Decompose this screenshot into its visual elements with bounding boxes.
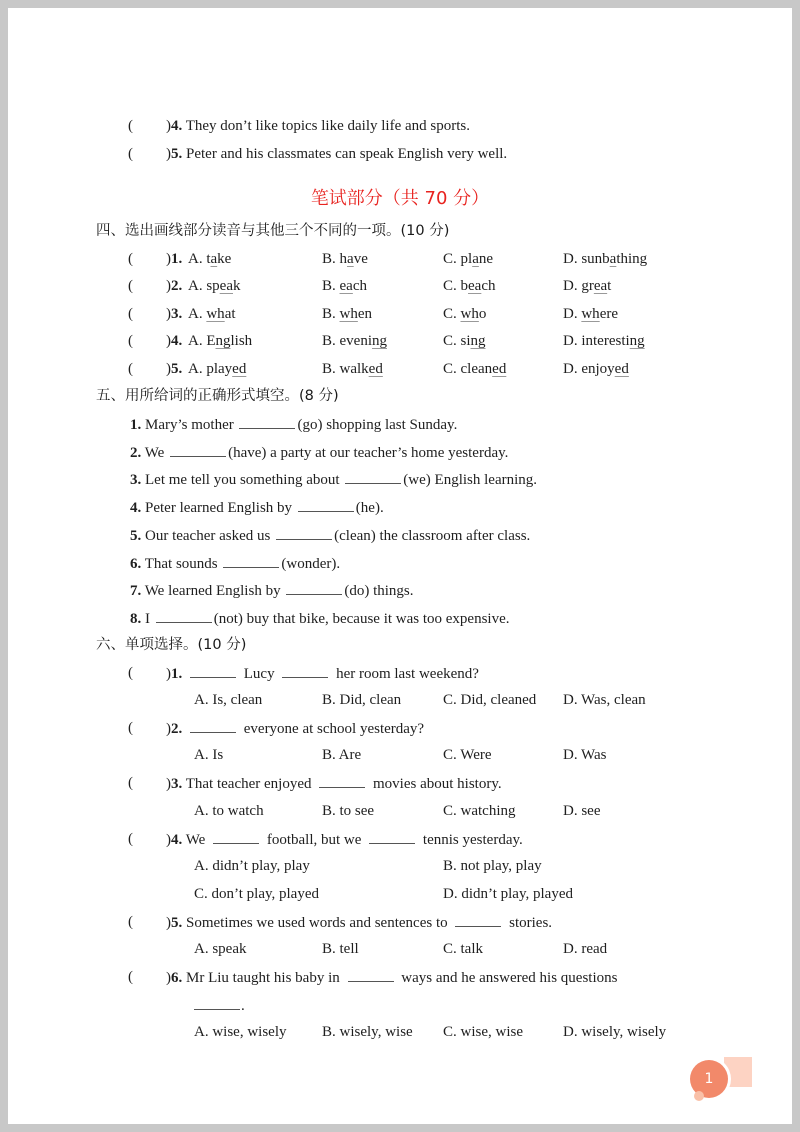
option-c: C. watching bbox=[443, 803, 516, 819]
answer-paren-close: ) bbox=[166, 306, 171, 322]
option-text: t bbox=[607, 278, 612, 294]
underlined-letters: ng bbox=[372, 333, 387, 349]
answer-blank bbox=[455, 912, 501, 927]
answer-blank[interactable] bbox=[276, 525, 332, 540]
question-text: I bbox=[141, 611, 154, 627]
option-a: A. to watch bbox=[194, 803, 264, 819]
fill-item-5 bbox=[130, 525, 530, 545]
answer-paren-open: ( bbox=[128, 306, 133, 322]
option-text: thing bbox=[616, 251, 648, 267]
answer-paren-open: ( bbox=[128, 775, 133, 791]
option-c bbox=[443, 249, 493, 269]
option-text: o bbox=[478, 306, 487, 322]
underlined-letters: a bbox=[472, 251, 479, 267]
question-text: Mr Liu taught his baby in bbox=[182, 970, 344, 986]
option-a: A. didn’t play, play bbox=[194, 858, 310, 874]
option-text: k bbox=[233, 278, 241, 294]
option-c: C. wise, wise bbox=[443, 1024, 523, 1040]
option-text: A. bbox=[188, 306, 207, 322]
option-d: D. Was, clean bbox=[563, 692, 646, 708]
answer-paren-open: ( bbox=[128, 361, 133, 377]
question-number: 1. bbox=[171, 666, 183, 682]
question-text: (wonder). bbox=[281, 556, 341, 572]
option-b bbox=[322, 331, 387, 351]
option-c bbox=[443, 276, 496, 296]
option-c: C. talk bbox=[443, 941, 483, 957]
option-d: D. wisely, wisely bbox=[563, 1024, 667, 1040]
part6-heading: 六、单项选择。(10 分) bbox=[96, 637, 247, 653]
option-text: ere bbox=[599, 306, 618, 322]
answer-paren-open: ( bbox=[128, 969, 133, 985]
question-text: Sometimes we used words and sentences to bbox=[182, 915, 452, 931]
option-a: A. speak bbox=[194, 941, 247, 957]
option-text: C. si bbox=[443, 333, 471, 349]
question-text: football, but we bbox=[263, 832, 366, 848]
underlined-letters: ed bbox=[232, 361, 247, 377]
option-text: B. walk bbox=[322, 361, 369, 377]
option-text: ch bbox=[481, 278, 496, 294]
answer-paren-open: ( bbox=[128, 720, 133, 736]
question-text: We bbox=[182, 832, 210, 848]
option-a: A. Is bbox=[194, 747, 224, 763]
answer-blank[interactable] bbox=[223, 553, 279, 568]
question-number: 5. bbox=[171, 361, 183, 377]
question-text: That sounds bbox=[141, 556, 222, 572]
option-text: ke bbox=[217, 251, 232, 267]
question-text: We bbox=[141, 445, 169, 461]
fill-item-4 bbox=[130, 497, 384, 517]
option-a bbox=[188, 331, 252, 351]
answer-paren-open: ( bbox=[128, 146, 133, 162]
option-text: A. E bbox=[188, 333, 216, 349]
answer-blank bbox=[213, 829, 259, 844]
answer-blank[interactable] bbox=[239, 414, 295, 429]
answer-paren-open: ( bbox=[128, 118, 133, 134]
question-number: 1. bbox=[171, 251, 183, 267]
answer-paren-close: ) bbox=[166, 970, 171, 986]
question-number: 7. bbox=[130, 583, 142, 599]
option-d bbox=[563, 359, 629, 379]
underlined-letters: a bbox=[609, 251, 617, 267]
option-a bbox=[188, 359, 246, 379]
answer-paren-open: ( bbox=[128, 251, 133, 267]
underlined-letters: ed bbox=[368, 361, 383, 377]
option-b: B. to see bbox=[322, 803, 375, 819]
question-text: (he). bbox=[355, 500, 384, 516]
underlined-letters: ea bbox=[219, 278, 233, 294]
option-a: A. wise, wisely bbox=[194, 1024, 287, 1040]
option-d bbox=[563, 304, 618, 324]
question-number: 5. bbox=[171, 915, 183, 931]
question-number: 6. bbox=[171, 970, 183, 986]
underlined-letters: wh bbox=[581, 306, 600, 322]
question-text: Let me tell you something about bbox=[141, 472, 344, 488]
answer-paren-open: ( bbox=[128, 278, 133, 294]
underlined-letters: a bbox=[347, 251, 354, 267]
answer-blank[interactable] bbox=[345, 469, 401, 484]
answer-blank[interactable] bbox=[170, 442, 226, 457]
option-c: C. Did, cleaned bbox=[443, 692, 537, 708]
question-text: Peter and his classmates can speak English very well. bbox=[182, 146, 508, 162]
answer-paren-close: ) bbox=[166, 832, 171, 848]
page-number: 1 bbox=[690, 1060, 728, 1098]
question-text: Our teacher asked us bbox=[141, 528, 275, 544]
option-text: B. h bbox=[322, 251, 348, 267]
option-a bbox=[188, 304, 236, 324]
part4-heading: 四、选出画线部分读音与其他三个不同的一项。(10 分) bbox=[96, 223, 450, 239]
answer-paren-close: ) bbox=[166, 666, 171, 682]
fill-item-6 bbox=[130, 553, 340, 573]
answer-paren-open: ( bbox=[128, 914, 133, 930]
underlined-letters: ea bbox=[339, 278, 353, 294]
option-d: D. see bbox=[563, 803, 601, 819]
option-text: C. clean bbox=[443, 361, 493, 377]
question-text: ways and he answered his questions bbox=[397, 970, 618, 986]
answer-paren-close: ) bbox=[166, 278, 171, 294]
option-d bbox=[563, 249, 647, 269]
question-number: 6. bbox=[130, 556, 142, 572]
option-d: D. read bbox=[563, 941, 608, 957]
answer-paren-close: ) bbox=[166, 721, 171, 737]
option-text: D. interesti bbox=[563, 333, 630, 349]
option-text: D. sunb bbox=[563, 251, 610, 267]
question-text: (not) buy that bike, because it was too expensive. bbox=[213, 611, 510, 627]
option-b bbox=[322, 276, 367, 296]
option-text: A. t bbox=[188, 251, 211, 267]
answer-blank bbox=[194, 995, 240, 1010]
question-number: 1. bbox=[130, 417, 142, 433]
page-number-tab bbox=[724, 1057, 752, 1087]
question-text: tennis yesterday. bbox=[419, 832, 523, 848]
question-text: They don’t like topics like daily life and sports. bbox=[182, 118, 470, 134]
option-b bbox=[322, 304, 372, 324]
question-number: 5. bbox=[130, 528, 142, 544]
option-text: C. b bbox=[443, 278, 469, 294]
option-c bbox=[443, 304, 486, 324]
answer-paren-close: ) bbox=[166, 333, 171, 349]
question-text: (go) shopping last Sunday. bbox=[297, 417, 458, 433]
question-text: (clean) the classroom after class. bbox=[334, 528, 531, 544]
underlined-letters: wh bbox=[206, 306, 225, 322]
option-b bbox=[322, 359, 383, 379]
question-number: 2. bbox=[171, 278, 183, 294]
option-text: D. enjoy bbox=[563, 361, 615, 377]
question-text: (do) things. bbox=[344, 583, 414, 599]
answer-blank bbox=[190, 718, 236, 733]
question-number: 3. bbox=[130, 472, 142, 488]
answer-paren-close: ) bbox=[166, 251, 171, 267]
underlined-letters: ed bbox=[614, 361, 629, 377]
option-d: D. Was bbox=[563, 747, 607, 763]
option-text: B. bbox=[322, 278, 340, 294]
question-text: Mary’s mother bbox=[141, 417, 238, 433]
question-text: . bbox=[241, 998, 245, 1014]
part5-heading: 五、用所给词的正确形式填空。(8 分) bbox=[96, 388, 339, 404]
section-title: 笔试部分（共 70 分） bbox=[310, 188, 490, 209]
option-c: C. don’t play, played bbox=[194, 886, 319, 902]
option-text: B. bbox=[322, 306, 340, 322]
question-text: Lucy bbox=[240, 666, 279, 682]
question-text: stories. bbox=[505, 915, 553, 931]
question-text: (we) English learning. bbox=[403, 472, 538, 488]
question-number: 2. bbox=[171, 721, 183, 737]
fill-item-8 bbox=[130, 608, 510, 628]
answer-paren-close: ) bbox=[166, 915, 171, 931]
option-text: C. bbox=[443, 306, 461, 322]
question-number: 4. bbox=[171, 333, 183, 349]
option-text: at bbox=[224, 306, 236, 322]
underlined-letters: ng bbox=[470, 333, 486, 349]
question-number: 4. bbox=[130, 500, 142, 516]
option-text: B. eveni bbox=[322, 333, 372, 349]
underlined-letters: ea bbox=[593, 278, 608, 294]
answer-blank[interactable] bbox=[156, 608, 212, 623]
option-text: ch bbox=[352, 278, 368, 294]
question-number: 8. bbox=[130, 611, 142, 627]
question-number: 5. bbox=[171, 146, 183, 162]
answer-blank[interactable] bbox=[286, 580, 342, 595]
option-b: B. tell bbox=[322, 941, 359, 957]
answer-paren-close: ) bbox=[166, 146, 171, 162]
answer-blank bbox=[369, 829, 415, 844]
option-a bbox=[188, 249, 231, 269]
option-text: A. play bbox=[188, 361, 233, 377]
question-text: That teacher enjoyed bbox=[182, 776, 316, 792]
question-text: We learned English by bbox=[141, 583, 285, 599]
question-number: 2. bbox=[130, 445, 142, 461]
fill-item-1 bbox=[130, 414, 457, 434]
fill-item-7 bbox=[130, 580, 414, 600]
question-text: movies about history. bbox=[369, 776, 502, 792]
answer-blank bbox=[190, 663, 236, 678]
underlined-letters: a bbox=[210, 251, 218, 267]
question-text: (have) a party at our teacher’s home yesterday. bbox=[228, 445, 509, 461]
underlined-letters: ng bbox=[215, 333, 231, 349]
option-b: B. not play, play bbox=[443, 858, 542, 874]
option-b: B. wisely, wise bbox=[322, 1024, 413, 1040]
option-a: A. Is, clean bbox=[194, 692, 263, 708]
underlined-letters: ea bbox=[468, 278, 482, 294]
fill-item-3 bbox=[130, 469, 537, 489]
question-number: 4. bbox=[171, 118, 183, 134]
answer-paren-open: ( bbox=[128, 665, 133, 681]
option-d bbox=[563, 331, 645, 351]
underlined-letters: wh bbox=[460, 306, 479, 322]
answer-blank bbox=[319, 773, 365, 788]
question-text: her room last weekend? bbox=[332, 666, 479, 682]
option-text: en bbox=[357, 306, 373, 322]
question-text: everyone at school yesterday? bbox=[240, 721, 425, 737]
option-a bbox=[188, 276, 241, 296]
option-text: ve bbox=[353, 251, 368, 267]
option-text: D. bbox=[563, 306, 582, 322]
answer-paren-close: ) bbox=[166, 776, 171, 792]
option-text: D. gr bbox=[563, 278, 594, 294]
option-b bbox=[322, 249, 368, 269]
option-b: B. Are bbox=[322, 747, 362, 763]
option-text: C. pl bbox=[443, 251, 473, 267]
option-c bbox=[443, 359, 506, 379]
question-number: 4. bbox=[171, 832, 183, 848]
fill-item-2 bbox=[130, 442, 508, 462]
answer-paren-close: ) bbox=[166, 118, 171, 134]
option-c bbox=[443, 331, 486, 351]
underlined-letters: ed bbox=[492, 361, 507, 377]
page-number-dot bbox=[694, 1091, 704, 1101]
option-text: ne bbox=[478, 251, 494, 267]
answer-paren-open: ( bbox=[128, 333, 133, 349]
option-text: A. sp bbox=[188, 278, 220, 294]
answer-blank bbox=[348, 967, 394, 982]
underlined-letters: wh bbox=[339, 306, 358, 322]
answer-paren-close: ) bbox=[166, 361, 171, 377]
answer-paren-open: ( bbox=[128, 831, 133, 847]
option-c: C. Were bbox=[443, 747, 492, 763]
option-d bbox=[563, 276, 611, 296]
option-d: D. didn’t play, played bbox=[443, 886, 573, 902]
option-text: lish bbox=[230, 333, 253, 349]
question-number: 3. bbox=[171, 306, 183, 322]
exam-page bbox=[8, 8, 792, 1124]
option-b: B. Did, clean bbox=[322, 692, 402, 708]
answer-blank[interactable] bbox=[298, 497, 354, 512]
question-text: Peter learned English by bbox=[141, 500, 296, 516]
answer-blank bbox=[282, 663, 328, 678]
question-number: 3. bbox=[171, 776, 183, 792]
underlined-letters: ng bbox=[629, 333, 645, 349]
